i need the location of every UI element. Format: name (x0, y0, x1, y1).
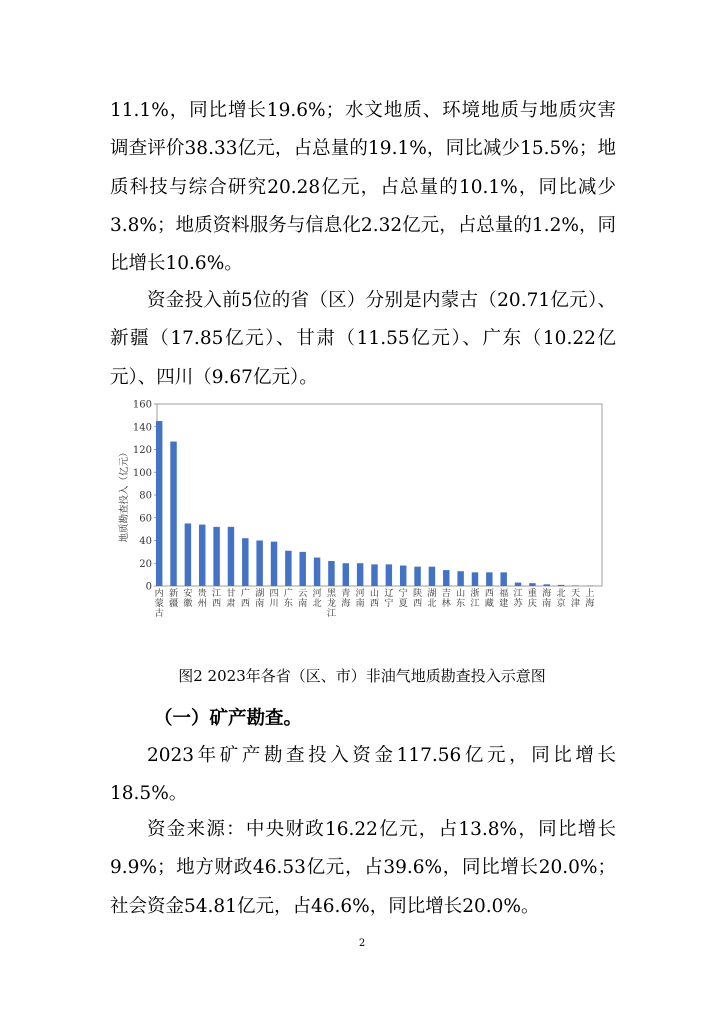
x-category-label: 广东 (283, 588, 293, 609)
provincial-investment-bar-chart (110, 396, 610, 636)
x-category-label: 辽宁 (384, 588, 394, 609)
bar (371, 564, 377, 586)
x-category-label: 河南 (355, 588, 365, 609)
x-category-label: 吉林 (441, 588, 451, 609)
bar (472, 572, 478, 586)
y-tick-label: 0 (145, 581, 152, 593)
x-category-label: 天津 (570, 588, 581, 609)
x-category-label: 江西 (212, 588, 222, 609)
y-tick-label: 80 (139, 490, 152, 502)
x-category-label: 湖南 (255, 588, 265, 609)
bar (457, 571, 463, 586)
y-tick-label: 20 (139, 558, 152, 570)
x-category-label: 安徽 (183, 588, 193, 609)
y-tick-label: 40 (139, 536, 152, 547)
x-category-label: 山西 (369, 588, 380, 609)
y-tick-label: 100 (132, 467, 152, 479)
y-axis-label: 地质勘查投入（亿元） (119, 447, 130, 543)
bar (529, 583, 535, 586)
x-category-label: 宁夏 (398, 588, 408, 609)
paragraph-funding-sources: 资金来源：中央财政16.22亿元，占13.8%，同比增长9.9%；地方财政46.53亿元，占39.6%，同比增长20.0%；社会资金54.81亿元，占46.6%，同比增长20.0%。 (110, 819, 616, 917)
x-category-label: 北京 (556, 588, 566, 609)
x-category-label: 黑龙江 (326, 588, 337, 619)
x-category-label: 甘肃 (226, 588, 236, 609)
x-category-label: 西藏 (484, 588, 494, 609)
bar (414, 567, 420, 586)
x-category-label: 贵州 (197, 588, 207, 609)
bar (486, 572, 492, 586)
bar (185, 523, 191, 586)
x-category-label: 上海 (585, 588, 595, 609)
bar (558, 585, 564, 586)
bar (515, 583, 521, 586)
bar (429, 567, 435, 586)
x-category-label: 河北 (312, 588, 322, 609)
x-category-label: 青海 (341, 588, 351, 609)
bar (544, 584, 550, 586)
bar (199, 525, 205, 586)
x-category-label: 山东 (456, 588, 466, 609)
x-category-label: 云南 (298, 588, 308, 609)
x-category-label: 福建 (499, 588, 509, 609)
x-category-label: 陕西 (412, 588, 423, 609)
y-tick-label: 120 (132, 445, 152, 456)
bar (314, 558, 320, 586)
bar (443, 570, 449, 586)
bar (386, 564, 392, 586)
bar (156, 421, 162, 586)
x-category-label: 重庆 (527, 588, 537, 609)
bar (500, 572, 506, 586)
paragraph-top5-provinces: 资金投入前5位的省（区）分别是内蒙古（20.71亿元）、新疆（17.85亿元）、甘肃（11.55亿元）、广东（10.22亿元）、四川（9.67亿元）。 (110, 290, 616, 388)
figure-caption: 图2 2023年各省（区、市）非油气地质勘查投入示意图 (178, 667, 546, 685)
x-category-label: 新疆 (168, 588, 179, 609)
x-category-label: 江苏 (513, 588, 523, 609)
page-number: 2 (358, 938, 366, 949)
bar (242, 538, 248, 586)
paragraph-investment-breakdown: 11.1%，同比增长19.6%；水文地质、环境地质与地质灾害调查评价38.33亿元，占总量的19.1%，同比减少15.5%；地质科技与综合研究20.28亿元，占总量的10.1%，同比减少3.8%；地质资料服务与信息化2.32亿元，占总量的1.2%，同比增长10.6%。 (110, 100, 616, 275)
bar (587, 586, 593, 587)
x-category-label: 四川 (269, 588, 279, 609)
x-category-label: 内蒙古 (154, 588, 164, 619)
bar (343, 563, 349, 586)
y-tick-label: 140 (132, 422, 152, 434)
y-tick-label: 160 (132, 399, 152, 411)
bar (285, 551, 291, 586)
section-heading-mineral-exploration: （一）矿产勘查。 (154, 708, 303, 729)
bar (271, 542, 277, 586)
x-category-label: 湖北 (427, 588, 437, 609)
bar (400, 566, 406, 586)
x-category-label: 广西 (240, 588, 250, 609)
bar (256, 541, 262, 587)
y-tick-label: 60 (139, 513, 152, 525)
bar (328, 561, 334, 586)
paragraph-mineral-exploration-total: 2023年矿产勘查投入资金117.56亿元，同比增长18.5%。 (110, 745, 616, 805)
bar (228, 527, 234, 586)
bar (299, 552, 305, 586)
bar (170, 442, 176, 586)
plot-frame (157, 404, 602, 586)
bar (572, 585, 578, 586)
bar (213, 527, 219, 586)
x-category-label: 海南 (542, 588, 552, 609)
x-category-label: 浙江 (470, 588, 480, 609)
bar (357, 563, 363, 586)
